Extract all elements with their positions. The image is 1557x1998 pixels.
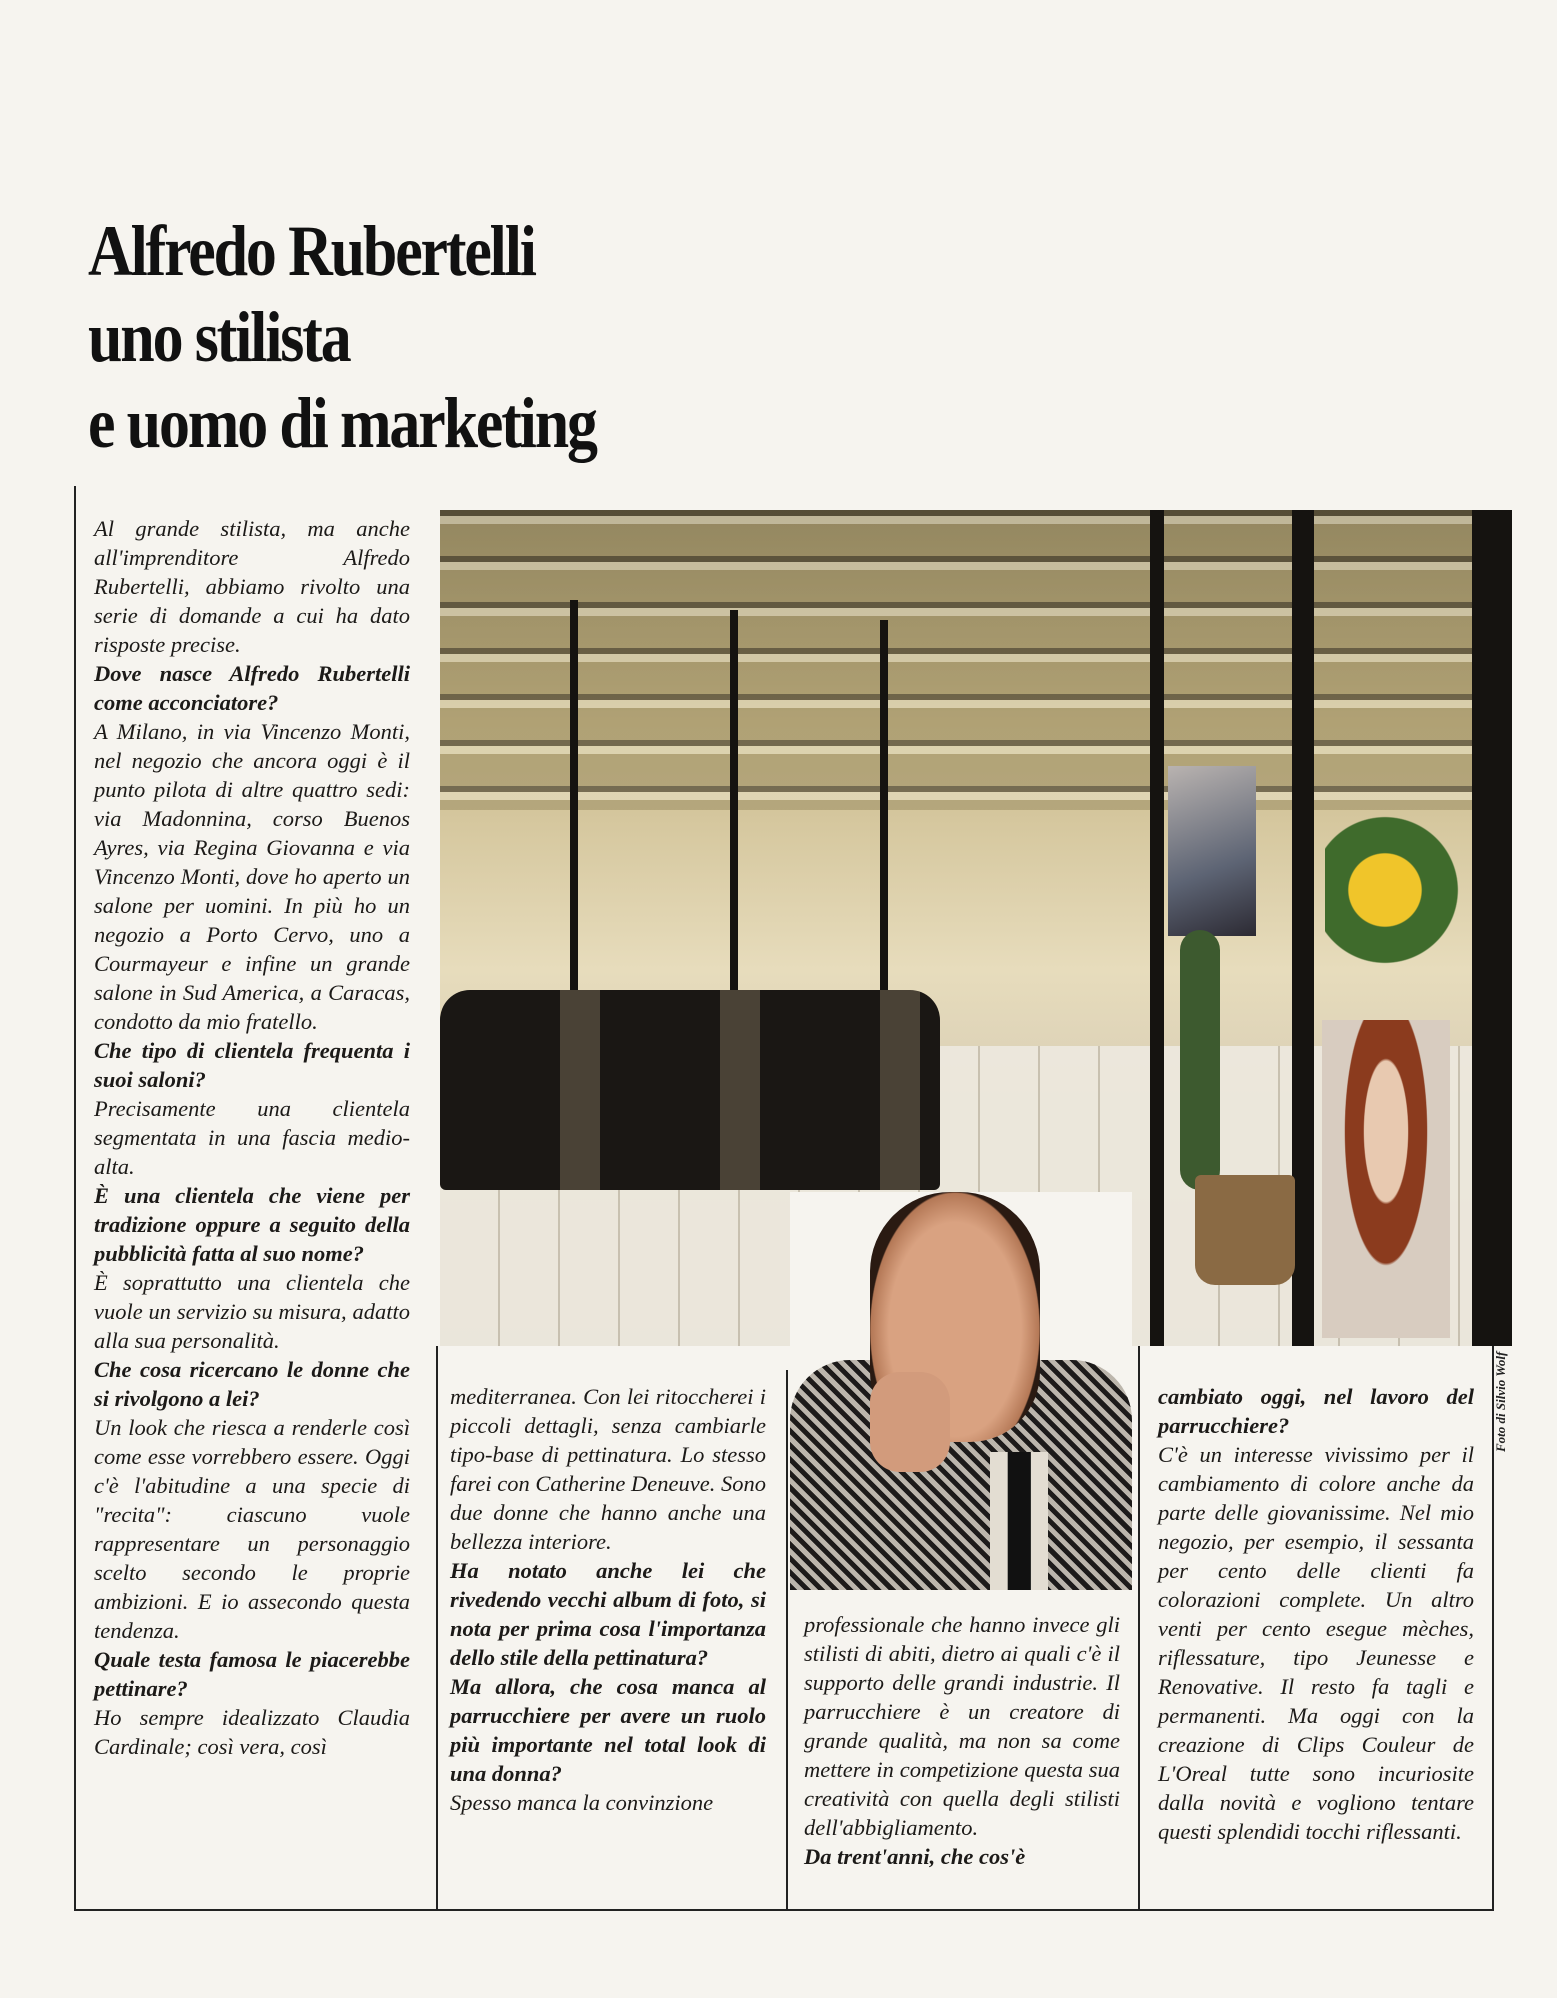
answer: professionale che hanno invece gli stilisti di abiti, dietro ai quali c'è il supporto delle grandi industrie. Il parrucchiere è un creatore di grande qualità, ma non sa come mettere in competizione questa sua creatività con quella degli stilisti dell'abbigliamento. (804, 1612, 1120, 1840)
answer: mediterranea. Con lei ritoccherei i piccoli dettagli, senza cambiarle tipo-base di pettinatura. Lo stesso farei con Catherine Deneuve. Sono due donne che hanno anche una bellezza interiore. (450, 1384, 766, 1554)
question: cambiato oggi, nel lavoro del parrucchiere? (1158, 1384, 1474, 1438)
answer: C'è un interesse vivissimo per il cambiamento di colore anche da parte delle giovanissime. Nel mio negozio, per esempio, il sessanta per cento delle clienti fa colorazioni complete. Un altro venti per cento esegue mèches, riflessature, tipo Jeunesse e Renovative. Il resto fa tagli e permanenti. Ma oggi con la creazione di Clips Couleur de L'Oreal tutte sono incuriosite dalla novità e vogliono tentare questi splendidi tocchi riflessanti. (1158, 1442, 1474, 1844)
headline (88, 208, 690, 466)
column-divider-3 (1138, 1346, 1140, 1910)
salon-plant-pot (1195, 1175, 1295, 1285)
salon-cactus (1180, 930, 1220, 1190)
article-column-1 (94, 514, 410, 1761)
salon-pillar (1150, 510, 1164, 1346)
intro-paragraph: Al grande stilista, ma anche all'imprenditore Alfredo Rubertelli, abbiamo rivolto una serie di domande a cui ha dato risposte precise. (94, 516, 410, 657)
answer: Un look che riesca a renderle così come esse vorrebbero essere. Oggi c'è l'abitudine a una specie di "recita": ciascuno vuole rappresentare un personaggio scelto secondo le proprie ambizioni. E io assecondo questa tendenza. (94, 1415, 410, 1643)
article-column-4 (1158, 1382, 1474, 1846)
article-column-3 (804, 1610, 1120, 1871)
answer: Spesso manca la convinzione (450, 1790, 714, 1815)
headline-line-1: Alfredo Rubertelli (88, 211, 535, 291)
question: È una clientela che viene per tradizione oppure a seguito della pubblicità fatta al suo nome? (94, 1183, 410, 1266)
photo-credit: Foto di Silvio Wolf (1493, 1351, 1508, 1452)
bottom-frame-rule (74, 1909, 1494, 1911)
salon-model-poster (1322, 1020, 1450, 1338)
answer: È soprattutto una clientela che vuole un servizio su misura, adatto alla sua personalità. (94, 1270, 410, 1353)
answer: A Milano, in via Vincenzo Monti, nel negozio che ancora oggi è il punto pilota di altre quattro sedi: via Madonnina, corso Buenos Ayres, via Regina Giovanna e via Vincenzo Monti, dove ho aperto un salone per uomini. In più ho un negozio a Porto Cervo, uno a Courmayeur e infine un grande salone in Sud America, a Caracas, condotto da mio fratello. (94, 719, 410, 1034)
column-divider-2 (786, 1370, 788, 1910)
article-column-2 (450, 1382, 766, 1817)
question: Che tipo di clientela frequenta i suoi saloni? (94, 1038, 410, 1092)
salon-pillar (1292, 510, 1314, 1346)
question: Ma allora, che cosa manca al parrucchiere per avere un ruolo più importante nel total look di una donna? (450, 1674, 766, 1786)
question: Da trent'anni, che cos'è (804, 1844, 1026, 1869)
portrait-photo (790, 1192, 1132, 1590)
question: Dove nasce Alfredo Rubertelli come acconciatore? (94, 661, 410, 715)
portrait-tie (990, 1452, 1048, 1590)
headline-line-2: uno stilista (88, 297, 350, 377)
question: Quale testa famosa le piacerebbe pettinare? (94, 1647, 410, 1701)
portrait-hand (870, 1372, 950, 1472)
salon-pillar (880, 620, 888, 1020)
question: Che cosa ricercano le donne che si rivolgono a lei? (94, 1357, 410, 1411)
answer: Precisamente una clientela segmentata in una fascia medio-alta. (94, 1096, 410, 1179)
salon-pillar (1472, 510, 1512, 1346)
left-frame-rule (74, 486, 76, 1910)
answer: Ho sempre idealizzato Claudia Cardinale; così vera, così (94, 1705, 410, 1759)
salon-chairs (440, 990, 940, 1190)
column-divider-1 (436, 1346, 438, 1910)
headline-line-3: e uomo di marketing (88, 383, 596, 463)
salon-poster (1168, 766, 1256, 936)
question: Ha notato anche lei che rivedendo vecchi album di foto, si nota per prima cosa l'importanza dello stile della pettinatura? (450, 1558, 766, 1670)
salon-ceiling-lights (440, 510, 1512, 810)
salon-flowers (1325, 810, 1475, 970)
